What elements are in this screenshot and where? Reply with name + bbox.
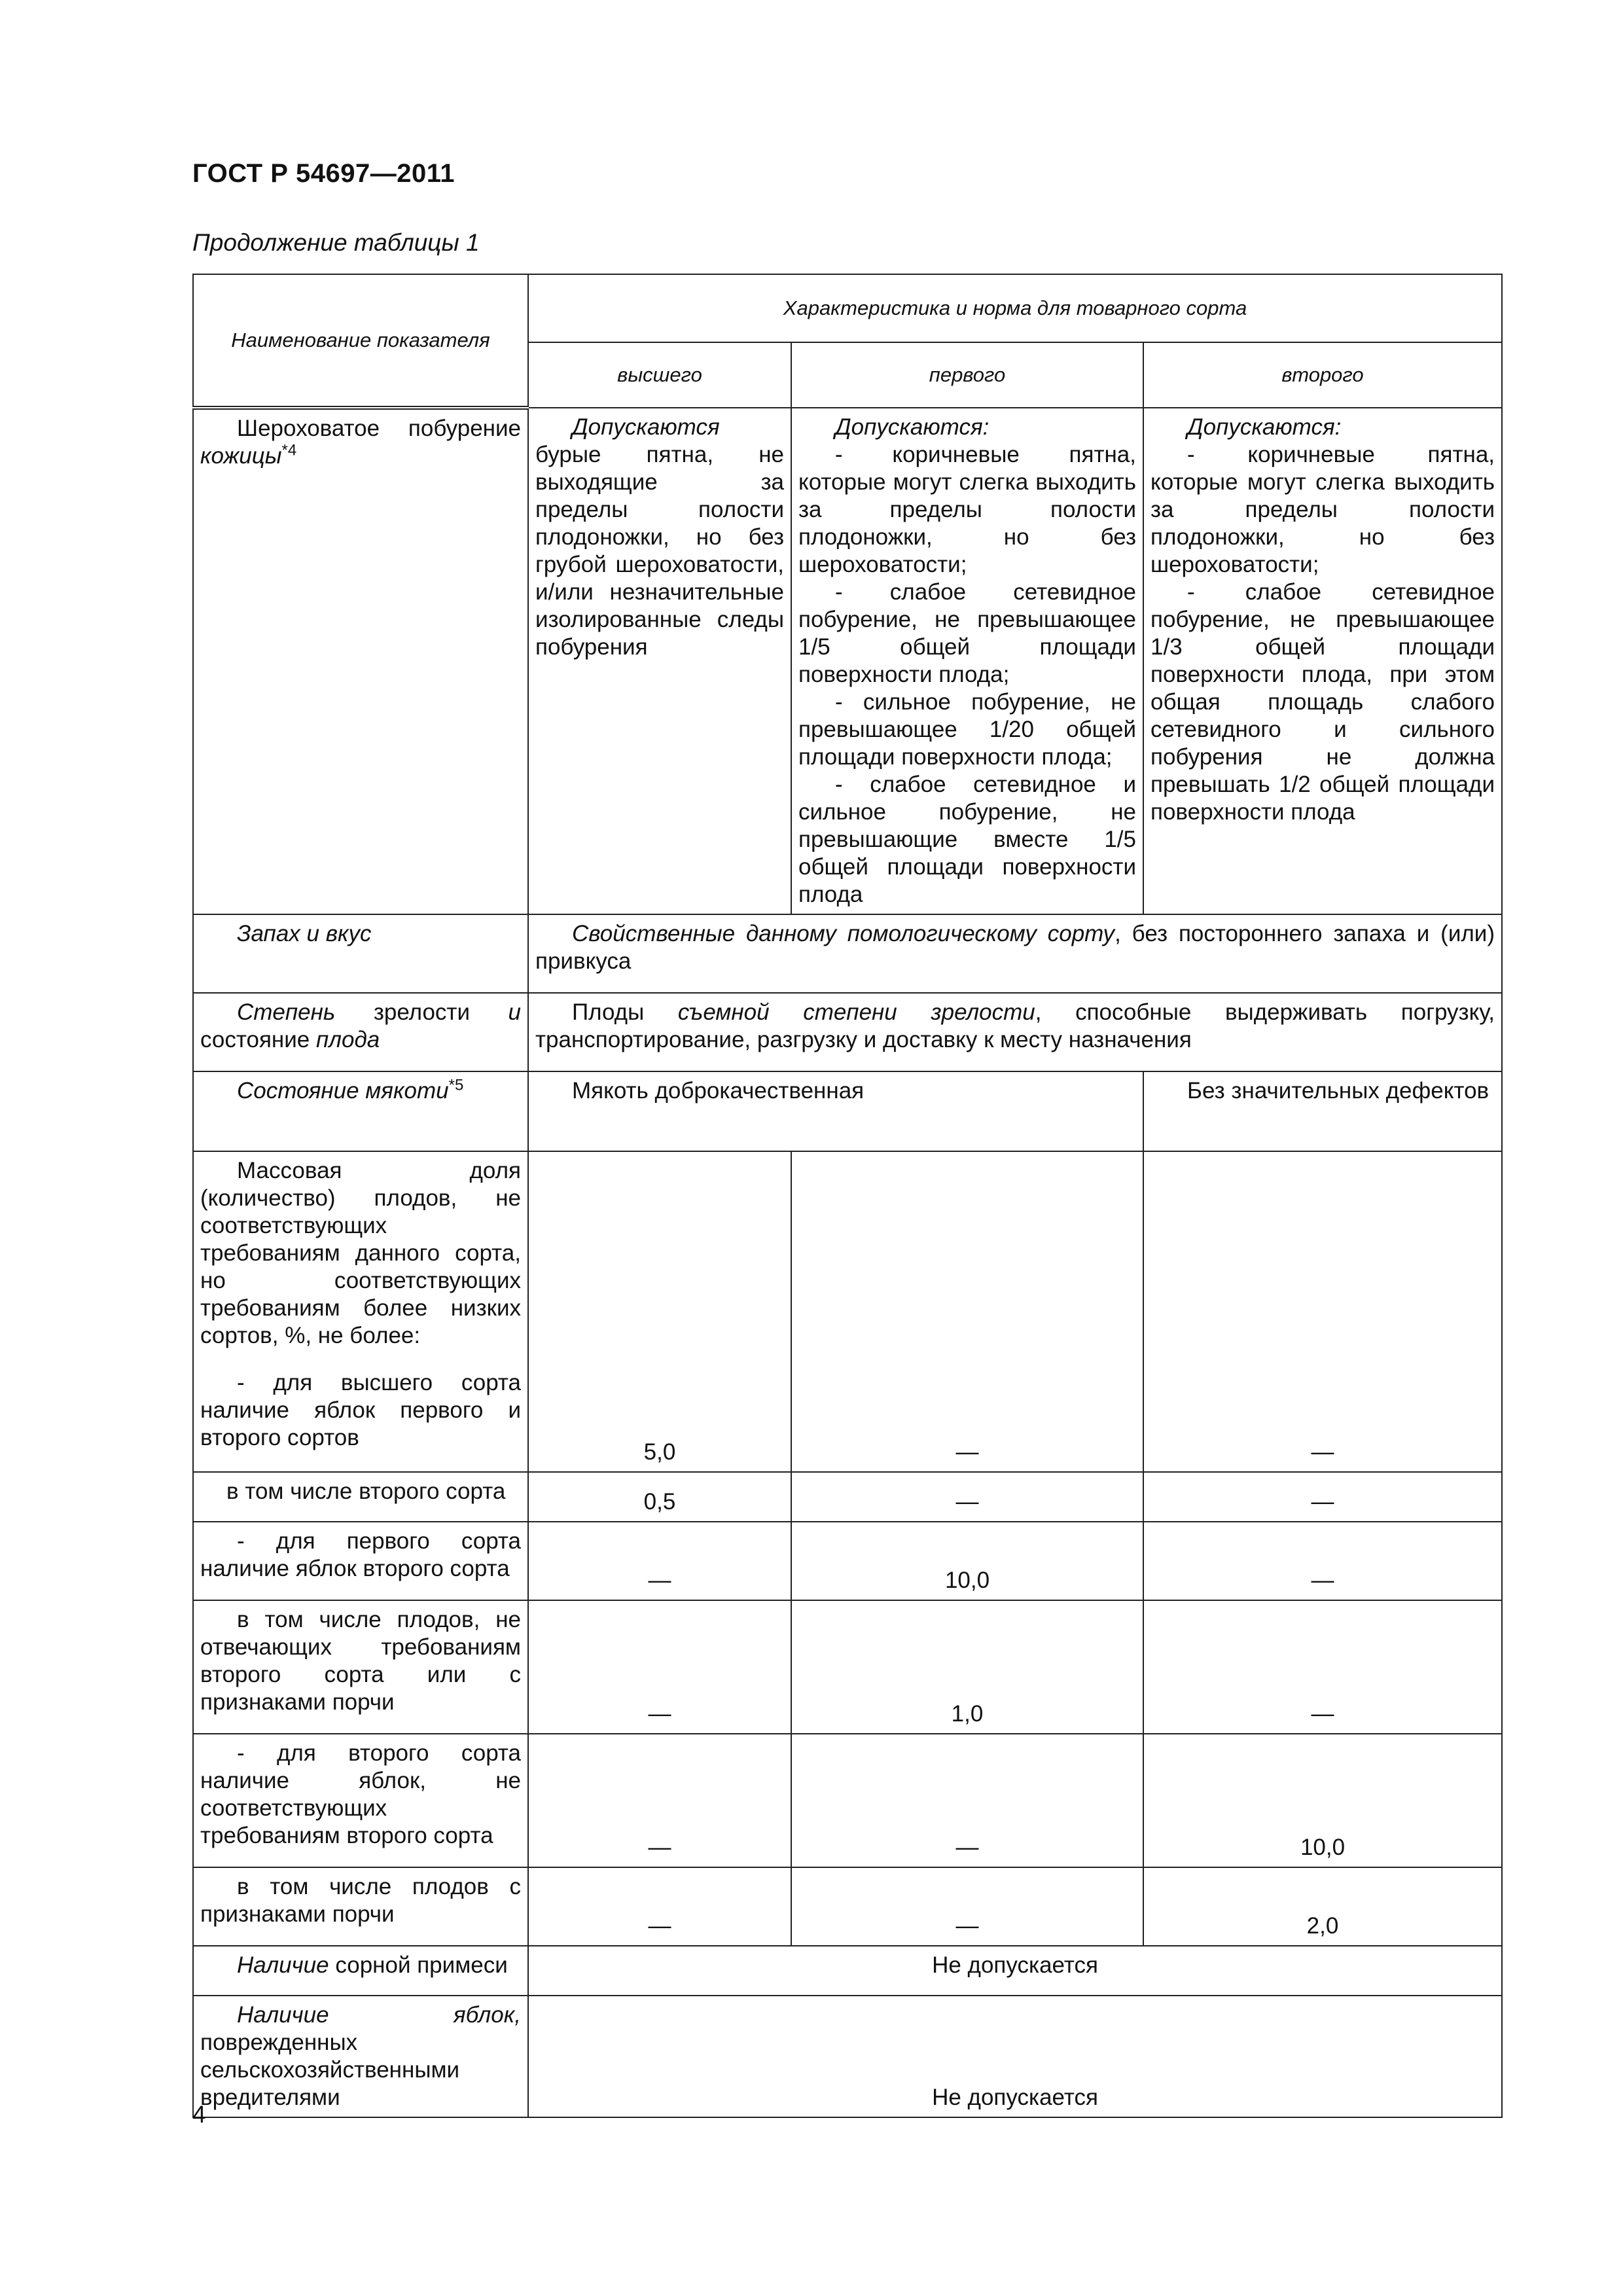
roughness-second-item: - коричневые пятна, которые могут слегка выходить за пределы полости плодоножки, но без шероховатости; bbox=[1150, 442, 1495, 577]
ripeness-name-part: Степень bbox=[237, 999, 336, 1025]
mass-row-label: - для второго сорта наличие яблок, не соответствующих требованиям второго сорта bbox=[193, 1734, 528, 1867]
pulp-name-text: Состояние мякоти bbox=[237, 1078, 449, 1103]
weeds-name-rest: сорной примеси bbox=[329, 1952, 508, 1978]
roughness-second bbox=[1143, 408, 1502, 914]
ripeness-name-part: плода bbox=[315, 1027, 380, 1052]
mass-value-cell: — bbox=[528, 1522, 791, 1600]
row-weeds bbox=[193, 1946, 1502, 1996]
roughness-premium bbox=[528, 408, 791, 914]
header-grade-first: первого bbox=[791, 342, 1143, 408]
footnote-ref-5: *5 bbox=[448, 1076, 464, 1094]
row-roughness bbox=[193, 408, 1502, 914]
roughness-first bbox=[791, 408, 1143, 914]
row-ripeness bbox=[193, 993, 1502, 1071]
mass-value-cell: 0,5 bbox=[528, 1472, 791, 1522]
mass-value-cell: 10,0 bbox=[791, 1522, 1143, 1600]
header-grade-second: второго bbox=[1143, 342, 1502, 408]
mass-value-cell: — bbox=[1143, 1472, 1502, 1522]
mass-intro-text: Массовая доля (количество) плодов, не соответствующих требованиям данного сорта, но соответствующих требованиям более низких сортов, %, не более: bbox=[200, 1158, 521, 1348]
mass-row-label: - для первого сорта наличие яблок второго сорта bbox=[193, 1522, 528, 1600]
row-mass-premium-name bbox=[193, 1151, 528, 1472]
mass-value-cell: 2,0 bbox=[1143, 1867, 1502, 1946]
ripeness-value-italic: съемной степени зрелости bbox=[677, 999, 1035, 1025]
mass-row-label: в том числе плодов с признаками порчи bbox=[193, 1867, 528, 1946]
mass-value-cell: — bbox=[1143, 1600, 1502, 1734]
row-mass-second-spoiled bbox=[193, 1867, 1502, 1946]
ripeness-name-part: и bbox=[508, 999, 521, 1025]
row-pulp-value-premium-first: Мякоть доброкачественная bbox=[528, 1071, 1143, 1151]
header-indicator-name: Наименование показателя bbox=[193, 274, 528, 408]
row-ripeness-value bbox=[528, 993, 1502, 1071]
row-ripeness-name bbox=[193, 993, 528, 1071]
row-smell-name: Запах и вкус bbox=[193, 914, 528, 993]
ripeness-name-part: зрелости bbox=[335, 999, 508, 1025]
row-mass-first bbox=[193, 1522, 1502, 1600]
row-pests-name bbox=[193, 1996, 528, 2117]
mass-value-cell: 10,0 bbox=[1143, 1734, 1502, 1867]
row-pulp-name bbox=[193, 1071, 528, 1151]
row-pulp-value-second bbox=[1143, 1071, 1502, 1151]
header-grade-premium: высшего bbox=[528, 342, 791, 408]
row-smell-value bbox=[528, 914, 1502, 993]
pests-name-italic: Наличие яблок, bbox=[237, 2002, 521, 2028]
smell-value-italic: Свойственные данному помологическому сорту bbox=[572, 921, 1115, 946]
row-mass-premium bbox=[193, 1151, 1502, 1472]
weeds-name-italic: Наличие bbox=[237, 1952, 329, 1978]
roughness-premium-lead: Допускаются bbox=[572, 414, 720, 440]
roughness-second-item: - слабое сетевидное побурение, не превышающее 1/3 общей площади поверхности плода, при этом общая площадь слабого сетевидного и сильного побурения не должна превышать 1/2 общей площади поверхности плода bbox=[1150, 579, 1495, 825]
mass-value-cell: — bbox=[1143, 1151, 1502, 1472]
mass-value-cell: — bbox=[528, 1600, 791, 1734]
row-mass-second bbox=[193, 1734, 1502, 1867]
mass-value-cell: — bbox=[791, 1472, 1143, 1522]
row-pulp bbox=[193, 1071, 1502, 1151]
table-caption: Продолжение таблицы 1 bbox=[192, 229, 480, 256]
header-grade-group: Характеристика и норма для товарного сорта bbox=[528, 274, 1502, 342]
mass-row-label: в том числе плодов, не отвечающих требованиям второго сорта или с признаками порчи bbox=[193, 1600, 528, 1734]
mass-value-cell: 5,0 bbox=[528, 1151, 791, 1472]
row-mass-premium-second bbox=[193, 1472, 1502, 1522]
row-weeds-value: Не допускается bbox=[528, 1946, 1502, 1996]
row-weeds-name bbox=[193, 1946, 528, 1996]
page-number: 4 bbox=[192, 2101, 206, 2128]
row-mass-first-spoiled bbox=[193, 1600, 1502, 1734]
mass-value-cell: — bbox=[791, 1867, 1143, 1946]
roughness-premium-text: бурые пятна, не выходящие за пределы полости плодоножки, но без грубой шероховатости, и/или незначительные изолированные следы побурения bbox=[535, 442, 784, 660]
document-header: ГОСТ Р 54697—2011 bbox=[192, 159, 455, 188]
spec-table bbox=[192, 274, 1503, 2118]
mass-value-cell: — bbox=[528, 1734, 791, 1867]
roughness-second-lead: Допускаются: bbox=[1187, 414, 1342, 440]
mass-value-cell: — bbox=[791, 1734, 1143, 1867]
row-roughness-name-part: Шероховатое побурение bbox=[237, 416, 521, 441]
row-smell bbox=[193, 914, 1502, 993]
row-pests bbox=[193, 1996, 1502, 2117]
mass-row-label: - для высшего сорта наличие яблок первого и второго сортов bbox=[200, 1370, 521, 1450]
mass-value-cell: 1,0 bbox=[791, 1600, 1143, 1734]
row-roughness-name bbox=[193, 408, 528, 914]
pests-name-rest: поврежденных сельскохозяйственными вредителями bbox=[200, 2030, 460, 2110]
roughness-first-item: - слабое сетевидное и сильное побурение, не превышающие вместе 1/5 общей площади поверхности плода bbox=[798, 772, 1136, 907]
mass-row-label: в том числе второго сорта bbox=[193, 1472, 528, 1522]
mass-value-cell: — bbox=[1143, 1522, 1502, 1600]
ripeness-name-part: состояние bbox=[200, 1027, 316, 1052]
pulp-value-second-text: Без значительных дефектов bbox=[1187, 1078, 1489, 1103]
footnote-ref-4: *4 bbox=[281, 441, 297, 459]
roughness-first-item: - слабое сетевидное побурение, не превышающее 1/5 общей площади поверхности плода; bbox=[798, 579, 1136, 687]
smell-value-rest: , без постороннего запаха и (или) привкуса bbox=[535, 921, 1495, 974]
ripeness-value-part: , способные выдерживать погрузку, транспортирование, разгрузку и доставку к месту назначения bbox=[535, 999, 1495, 1052]
roughness-first-item: - коричневые пятна, которые могут слегка выходить за пределы полости плодоножки, но без шероховатости; bbox=[798, 442, 1136, 577]
ripeness-value-part: Плоды bbox=[572, 999, 678, 1025]
mass-value-cell: — bbox=[528, 1867, 791, 1946]
mass-value-cell: — bbox=[791, 1151, 1143, 1472]
roughness-first-item: - сильное побурение, не превышающее 1/20 общей площади поверхности плода; bbox=[798, 689, 1136, 770]
row-roughness-name-italic: кожицы bbox=[200, 443, 282, 469]
row-pests-value: Не допускается bbox=[528, 1996, 1502, 2117]
roughness-first-lead: Допускаются: bbox=[835, 414, 990, 440]
